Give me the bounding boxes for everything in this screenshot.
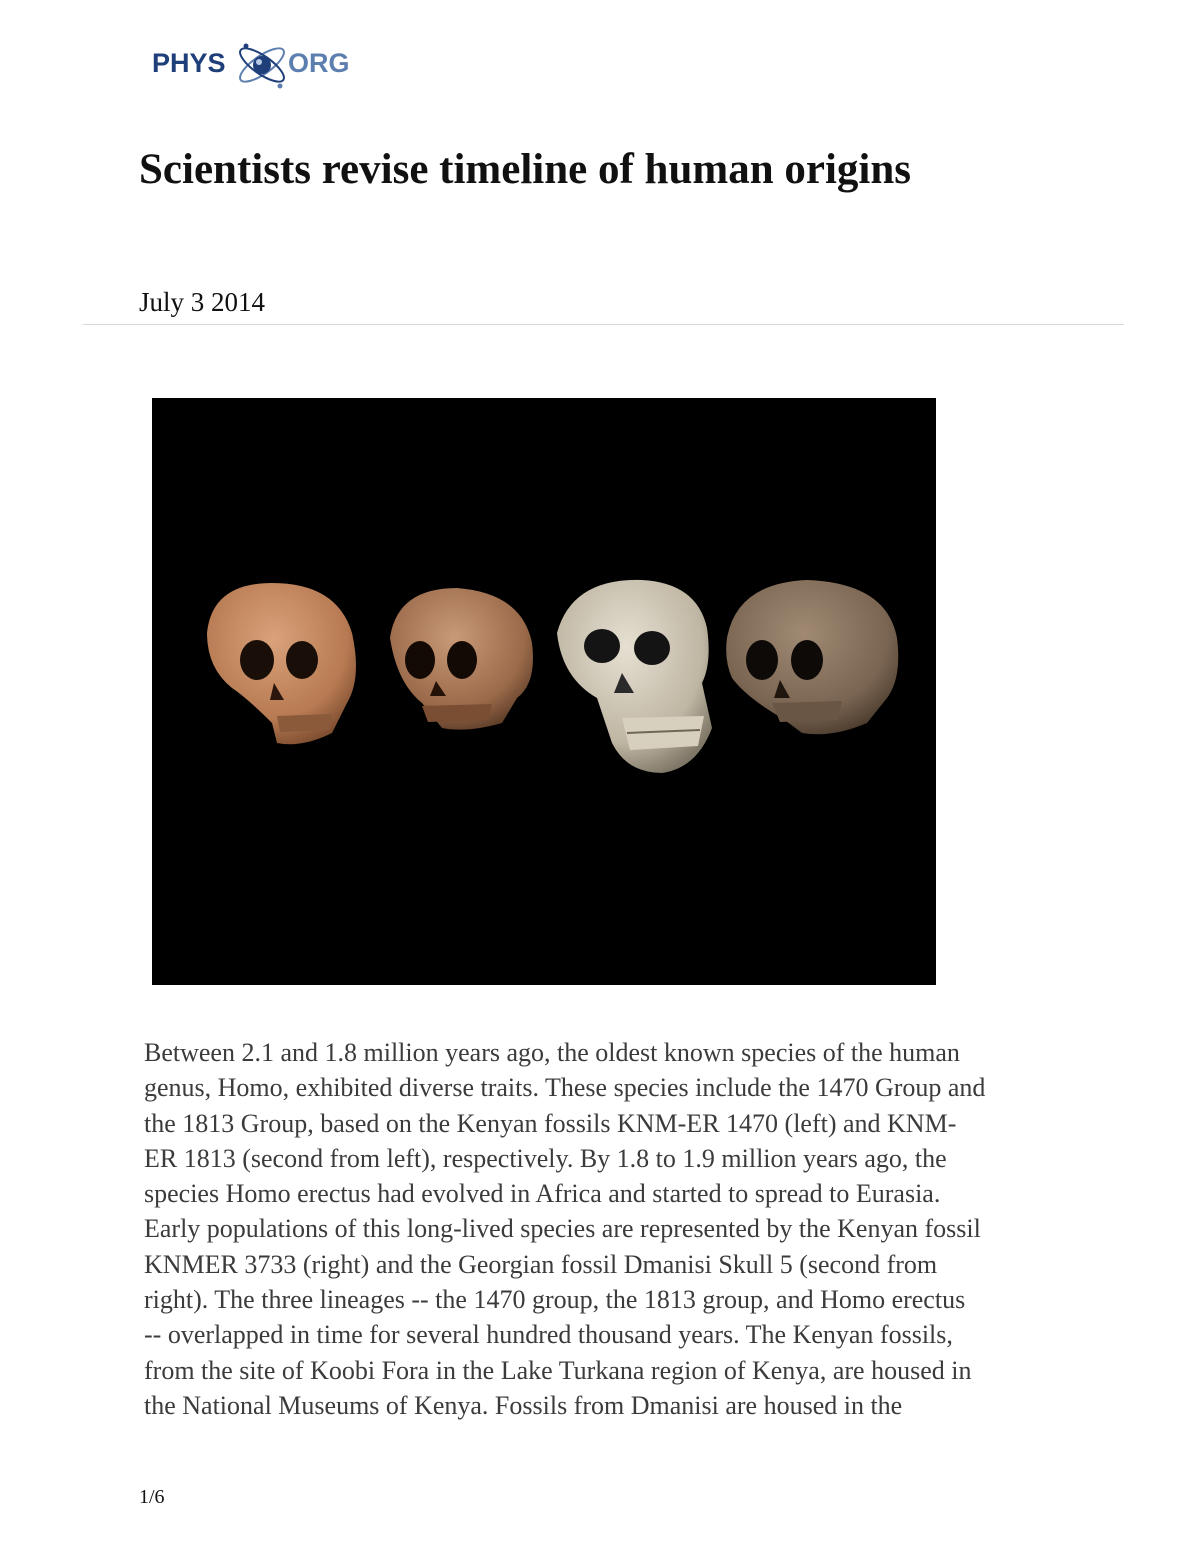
page-number: 1/6 — [139, 1486, 165, 1508]
caption-line: species Homo erectus had evolved in Africa and started to spread to Eurasia. — [144, 1179, 941, 1209]
caption-line: -- overlapped in time for several hundred thousand years. The Kenyan fossils, — [144, 1320, 953, 1350]
caption-line: the National Museums of Kenya. Fossils from Dmanisi are housed in the — [144, 1390, 903, 1420]
article-photo — [152, 398, 936, 985]
skull-3733-icon — [726, 580, 898, 734]
photo-caption — [144, 1035, 1074, 1423]
caption-line: ER 1813 (second from left), respectively. By 1.8 to 1.9 million years ago, the — [144, 1143, 947, 1173]
phys-org-logo[interactable] — [150, 36, 360, 94]
skull-dmanisi-icon — [557, 580, 712, 773]
logo-left-text: PHYS — [152, 48, 226, 78]
article-date: July 3 2014 — [139, 287, 266, 317]
skull-1470-icon — [207, 583, 356, 744]
fossil-skulls-photo-icon — [152, 398, 936, 985]
caption-line: Early populations of this long-lived species are represented by the Kenyan fossil — [144, 1214, 981, 1244]
caption-line: from the site of Koobi Fora in the Lake Turkana region of Kenya, are housed in — [144, 1355, 972, 1385]
skull-1813-icon — [390, 588, 533, 730]
header-divider — [83, 324, 1124, 325]
article-title: Scientists revise timeline of human origins — [139, 146, 911, 193]
logo-right-text: ORG — [288, 48, 350, 78]
caption-line: Between 2.1 and 1.8 million years ago, the oldest known species of the human — [144, 1038, 960, 1067]
caption-line: right). The three lineages -- the 1470 group, the 1813 group, and Homo erectus — [144, 1285, 966, 1315]
atom-logo-icon — [232, 36, 292, 94]
caption-line: the 1813 Group, based on the Kenyan fossils KNM-ER 1470 (left) and KNM- — [144, 1108, 957, 1138]
caption-line: genus, Homo, exhibited diverse traits. These species include the 1470 Group and — [144, 1073, 986, 1103]
caption-line: KNMER 3733 (right) and the Georgian fossil Dmanisi Skull 5 (second from — [144, 1249, 938, 1279]
